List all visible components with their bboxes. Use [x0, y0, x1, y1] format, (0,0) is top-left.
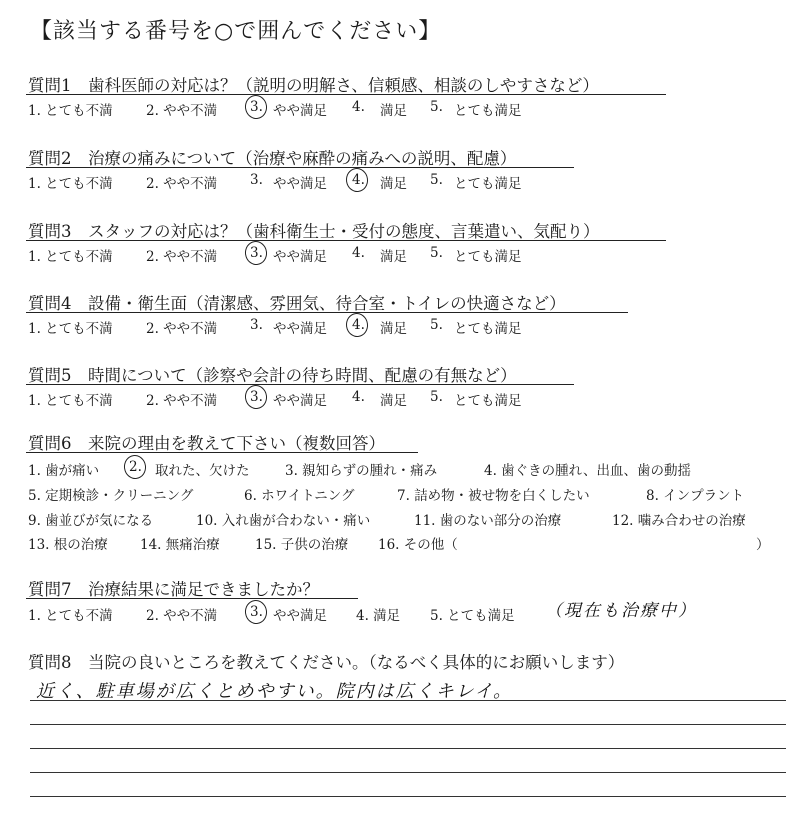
- q2-option: 1. とても不満: [28, 176, 113, 192]
- q2-option: 満足: [380, 176, 407, 192]
- q1-title: 質問1 歯科医師の対応は？（説明の明解さ、信頼感、相談のしやすさなど）: [28, 76, 599, 95]
- q4-option: やや満足: [273, 321, 327, 337]
- q5-option: 2. やや不満: [146, 393, 218, 409]
- q6-opt-6: 6. ホワイトニング: [244, 488, 355, 504]
- q5-title: 質問5 時間について（診察や会計の待ち時間、配慮の有無など）: [28, 366, 517, 385]
- q4-option: とても満足: [454, 321, 522, 337]
- q6-opt-8: 8. インプラント: [646, 488, 745, 504]
- q6-opt-4: 4. 歯ぐきの腫れ、出血、歯の動揺: [484, 463, 691, 479]
- q7-opt-2: 2. やや不満: [146, 608, 218, 624]
- q7-handwritten-note: （現在も治療中）: [545, 601, 697, 621]
- q5-option: 5.: [430, 389, 443, 405]
- q6-opt-1: 1. 歯が痛い: [28, 463, 100, 479]
- q7-selection-circle: [243, 599, 268, 626]
- q6-title: 質問6 来院の理由を教えて下さい（複数回答）: [28, 434, 385, 453]
- q7-opt-1: 1. とても不満: [28, 608, 113, 624]
- q6-opt-15: 15. 子供の治療: [255, 537, 349, 553]
- q2-option: とても満足: [454, 176, 522, 192]
- answer-line: [30, 700, 786, 701]
- answer-line: [30, 796, 786, 797]
- q4-selection-circle: [344, 312, 369, 339]
- q8-handwritten-answer: 近く、駐車場が広くとめやすい。院内は広くキレイ。: [36, 681, 513, 702]
- q2-option: 2. やや不満: [146, 176, 218, 192]
- q6-opt-9: 9. 歯並びが気になる: [28, 513, 154, 529]
- q3-option: やや満足: [273, 249, 327, 265]
- q5-selection-circle: [243, 384, 268, 411]
- q6-opt-2-num: 2.: [129, 459, 142, 475]
- q4-option: 満足: [380, 321, 407, 337]
- q5-option: 3.: [250, 389, 263, 405]
- q2-underline: [26, 167, 574, 168]
- q3-option: 2. やや不満: [146, 249, 218, 265]
- q5-option: 1. とても不満: [28, 393, 113, 409]
- q4-option: 3.: [250, 317, 263, 333]
- q4-option: 4.: [352, 317, 365, 333]
- page-header: 【該当する番号を○で囲んでください】: [30, 19, 442, 44]
- answer-line: [30, 772, 786, 773]
- q1-option: やや満足: [273, 103, 327, 119]
- q3-option: 5.: [430, 245, 443, 261]
- q6-opt-10: 10. 入れ歯が合わない・痛い: [196, 513, 371, 529]
- q3-option: とても満足: [454, 249, 522, 265]
- q1-option: 満足: [380, 103, 407, 119]
- q6-selection-circle: [122, 454, 147, 481]
- q1-option: 3.: [250, 99, 263, 115]
- q6-opt-13: 13. 根の治療: [28, 537, 108, 553]
- q7-opt-5: 5. とても満足: [430, 608, 515, 624]
- q4-option: 1. とても不満: [28, 321, 113, 337]
- q5-underline: [26, 384, 574, 385]
- q1-option: とても満足: [454, 103, 522, 119]
- q3-selection-circle: [243, 240, 268, 267]
- q4-option: 2. やや不満: [146, 321, 218, 337]
- q6-opt-3: 3. 親知らずの腫れ・痛み: [285, 463, 438, 479]
- q3-option: 4.: [352, 245, 365, 261]
- answer-line: [30, 724, 786, 725]
- q5-option: 満足: [380, 393, 407, 409]
- q5-option: とても満足: [454, 393, 522, 409]
- q2-option: 4.: [352, 172, 365, 188]
- q7-opt-3-num: 3.: [250, 604, 263, 620]
- answer-line: [30, 748, 786, 749]
- q1-option: 2. やや不満: [146, 103, 218, 119]
- q6-opt-5: 5. 定期検診・クリーニング: [28, 488, 194, 504]
- q6-opt-11: 11. 歯のない部分の治療: [414, 513, 562, 529]
- q7-opt-3: やや満足: [273, 608, 327, 624]
- q1-selection-circle: [243, 94, 268, 121]
- q1-option: 5.: [430, 99, 443, 115]
- q4-option: 5.: [430, 317, 443, 333]
- q6-opt-16-close: ）: [756, 537, 770, 553]
- q1-option: 1. とても不満: [28, 103, 113, 119]
- q6-opt-14: 14. 無痛治療: [140, 537, 220, 553]
- q6-opt-12: 12. 噛み合わせの治療: [612, 513, 746, 529]
- q7-title: 質問7 治療結果に満足できましたか？: [28, 580, 319, 599]
- q3-option: 3.: [250, 245, 263, 261]
- q2-option: 3.: [250, 172, 263, 188]
- q4-title: 質問4 設備・衛生面（清潔感、雰囲気、待合室・トイレの快適さなど）: [28, 294, 566, 313]
- q5-option: 4.: [352, 389, 365, 405]
- q1-option: 4.: [352, 99, 365, 115]
- q2-title: 質問2 治療の痛みについて（治療や麻酔の痛みへの説明、配慮）: [28, 149, 517, 168]
- q6-opt-7: 7. 詰め物・被せ物を白くしたい: [397, 488, 590, 504]
- q2-option: やや満足: [273, 176, 327, 192]
- q3-option: 満足: [380, 249, 407, 265]
- q7-opt-4: 4. 満足: [356, 608, 401, 624]
- q3-title: 質問3 スタッフの対応は？（歯科衛生士・受付の態度、言葉遣い、気配り）: [28, 222, 600, 241]
- q5-option: やや満足: [273, 393, 327, 409]
- q3-option: 1. とても不満: [28, 249, 113, 265]
- q6-underline: [26, 452, 418, 453]
- q2-option: 5.: [430, 172, 443, 188]
- q3-underline: [26, 240, 666, 241]
- q8-title: 質問8 当院の良いところを教えてください。（なるべく具体的にお願いします）: [28, 653, 625, 672]
- q1-underline: [26, 94, 666, 95]
- q2-selection-circle: [344, 167, 369, 194]
- q6-opt-2: 取れた、欠けた: [155, 463, 250, 479]
- q4-underline: [26, 312, 628, 313]
- q6-opt-16: 16. その他（: [378, 537, 458, 553]
- q7-underline: [26, 598, 358, 599]
